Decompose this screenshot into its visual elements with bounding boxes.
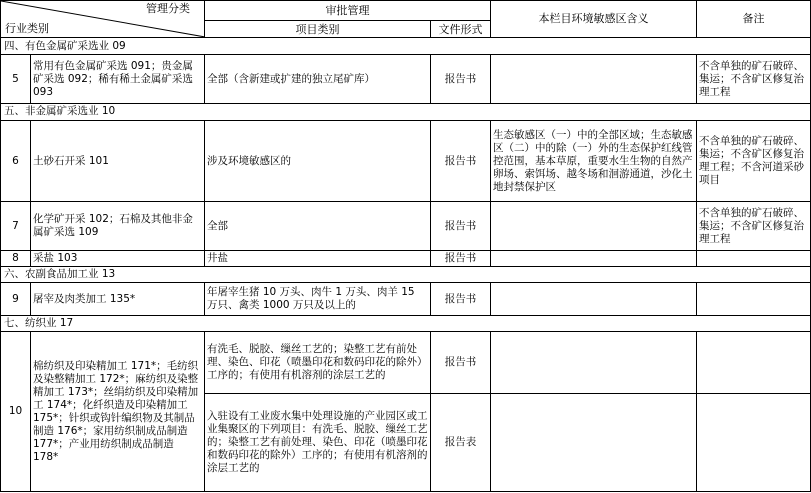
- header-management-class: 管理分类: [146, 2, 190, 15]
- project-cell: 入驻设有工业废水集中处理设施的产业园区或工业集聚区的下列项目：有洗毛、脱胶、缫丝工艺的；染整工艺有前处理、染色、印花（喷墨印花和数码印花的除外）工序的；有使用有机溶剂的涂层工艺的: [205, 393, 431, 491]
- form-cell: 报告书: [431, 55, 491, 104]
- table-row: [1, 250, 811, 266]
- project-cell: 年屠宰生猪 10 万头、肉牛 1 万头、肉羊 15 万只、禽类 1000 万只及以上的: [205, 283, 431, 316]
- table-row: [1, 202, 811, 250]
- header-industry-category: 行业类别: [5, 21, 49, 35]
- header-document-form: 文件形式: [431, 21, 491, 37]
- industry-cell: 棉纺织及印染精加工 171*；毛纺织及染整精加工 172*；麻纺织及染整精加工 173*；丝绢纺织及印染精加工 174*；化纤织造及印染精加工 175*；针织或钩针编织物及其制品制造 176*；家用纺织制成品制造 177*；产业用纺织制成品制造 178*: [31, 332, 205, 492]
- sensitive-cell: [491, 393, 697, 491]
- sensitive-cell: [491, 283, 697, 316]
- form-cell: 报告书: [431, 283, 491, 316]
- form-cell: 报告书: [431, 202, 491, 250]
- row-number: 10: [1, 332, 31, 492]
- remark-cell: [697, 283, 811, 316]
- project-cell: 全部（含新建或扩建的独立尾矿库）: [205, 55, 431, 104]
- project-cell: 井盐: [205, 250, 431, 266]
- form-cell: 报告书: [431, 332, 491, 393]
- row-number: 5: [1, 55, 31, 104]
- project-cell: 有洗毛、脱胶、缫丝工艺的；染整工艺有前处理、染色、印花（喷墨印花和数码印花的除外）工序的；有使用有机溶剂的涂层工艺的: [205, 332, 431, 393]
- section-title: 四、有色金属矿采选业 09: [1, 37, 811, 54]
- sensitive-cell: [491, 202, 697, 250]
- industry-cell: 化学矿开采 102；石棉及其他非金属矿采选 109: [31, 202, 205, 250]
- table-row: [1, 283, 811, 316]
- header-diagonal-cell: [1, 1, 205, 38]
- sensitive-cell: [491, 250, 697, 266]
- sensitive-cell: 生态敏感区（一）中的全部区域；生态敏感区（二）中的除（一）外的生态保护红线管控范围，基本草原，重要水生生物的自然产卵场、索饵场、越冬场和洄游通道，沙化土地封禁保护区: [491, 120, 697, 202]
- remark-cell: [697, 393, 811, 491]
- industry-cell: 土砂石开采 101: [31, 120, 205, 202]
- header-sensitive-meaning: 本栏目环境敏感区含义: [491, 1, 697, 38]
- row-number: 7: [1, 202, 31, 250]
- header-remarks: 备注: [697, 1, 811, 38]
- project-cell: 全部: [205, 202, 431, 250]
- industry-cell: 采盐 103: [31, 250, 205, 266]
- header-approval: 审批管理: [205, 1, 491, 21]
- industry-cell: 屠宰及肉类加工 135*: [31, 283, 205, 316]
- row-number: 6: [1, 120, 31, 202]
- row-number: 8: [1, 250, 31, 266]
- remark-cell: 不含单独的矿石破碎、集运；不含矿区修复治理工程: [697, 202, 811, 250]
- table-row: [1, 55, 811, 104]
- remark-cell: [697, 250, 811, 266]
- form-cell: 报告表: [431, 393, 491, 491]
- section-title: 七、纺织业 17: [1, 315, 811, 331]
- table-row: [1, 332, 811, 393]
- row-number: 9: [1, 283, 31, 316]
- section-title: 六、农副食品加工业 13: [1, 266, 811, 282]
- header-project-type: 项目类别: [205, 21, 431, 37]
- sensitive-cell: [491, 332, 697, 393]
- industry-cell: 常用有色金属矿采选 091；贵金属矿采选 092；稀有稀土金属矿采选 093: [31, 55, 205, 104]
- section-title: 五、非金属矿采选业 10: [1, 104, 811, 120]
- remark-cell: [697, 332, 811, 393]
- table-row: [1, 120, 811, 202]
- project-cell: 涉及环境敏感区的: [205, 120, 431, 202]
- sensitive-cell: [491, 55, 697, 104]
- remark-cell: 不含单独的矿石破碎、集运；不含矿区修复治理工程；不含河道采砂项目: [697, 120, 811, 202]
- form-cell: 报告书: [431, 120, 491, 202]
- remark-cell: 不含单独的矿石破碎、集运；不含矿区修复治理工程: [697, 55, 811, 104]
- form-cell: 报告书: [431, 250, 491, 266]
